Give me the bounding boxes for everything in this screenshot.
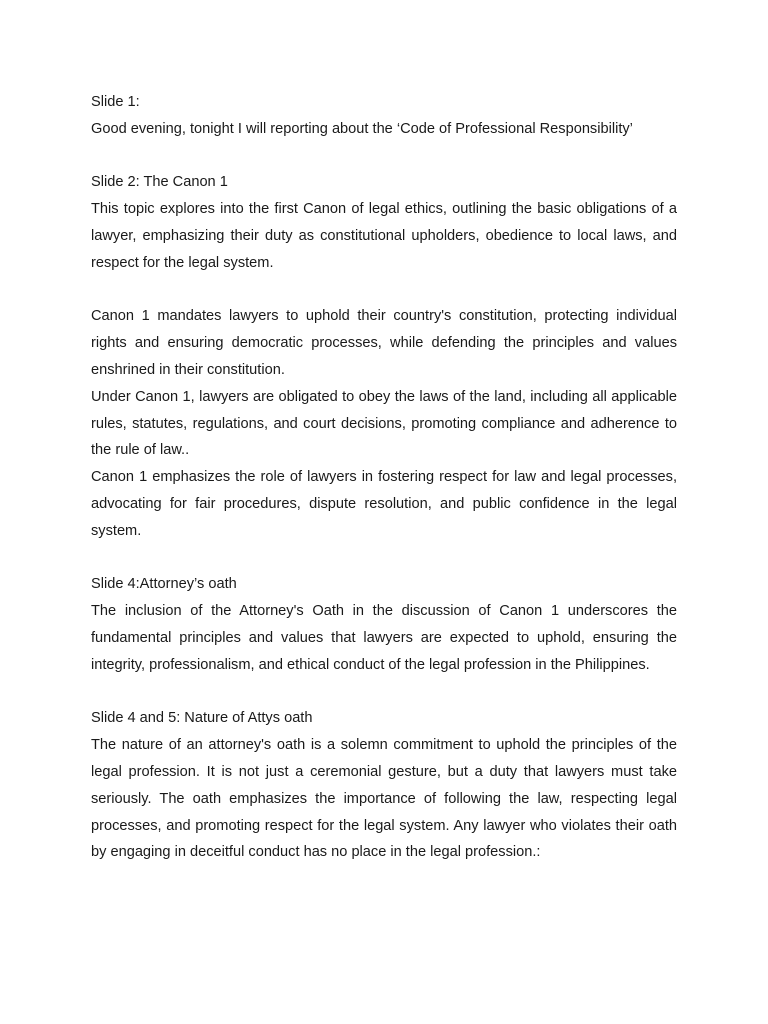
canon-paragraph-1: Canon 1 mandates lawyers to uphold their country's constitution, protecting individual rights and ensuring democratic processes, while defending the principles and values enshrined in their constitution.: [91, 308, 677, 378]
paragraph-gap: [91, 545, 677, 572]
slide45-heading: Slide 4 and 5: Nature of Attys oath: [91, 710, 313, 727]
document-body: [91, 89, 677, 866]
slide2-text: This topic explores into the first Canon of legal ethics, outlining the basic obligations of a lawyer, emphasizing their duty as constitutional upholders, obedience to local laws, and respect for the legal system.: [91, 201, 677, 271]
slide4-text: The inclusion of the Attorney's Oath in the discussion of Canon 1 underscores the fundamental principles and values that lawyers are expected to uphold, ensuring the integrity, professionalism, and ethical conduct of the legal profession in the Philippines.: [91, 603, 677, 673]
canon-paragraph-3: Canon 1 emphasizes the role of lawyers in fostering respect for law and legal processes, advocating for fair procedures, dispute resolution, and public confidence in the legal system.: [91, 469, 677, 539]
slide1-text: Good evening, tonight I will reporting about the ‘Code of Professional Responsibility’: [91, 120, 633, 137]
slide4-heading: Slide 4:Attorney’s oath: [91, 576, 237, 593]
paragraph-gap: [91, 679, 677, 706]
slide45-text: The nature of an attorney's oath is a solemn commitment to uphold the principles of the legal profession. It is not just a ceremonial gesture, but a duty that lawyers must take seriously. The oath emphasizes the importance of following the law, respecting legal processes, and promoting respect for the legal system. Any lawyer who violates their oath by engaging in deceitful conduct has no place in the legal profession.:: [91, 737, 677, 861]
slide1-heading: Slide 1:: [91, 94, 140, 110]
paragraph-gap: [91, 143, 677, 170]
slide2-heading: Slide 2: The Canon 1: [91, 174, 228, 191]
paragraph-gap: [91, 277, 677, 304]
canon-paragraph-2: Under Canon 1, lawyers are obligated to obey the laws of the land, including all applicable rules, statutes, regulations, and court decisions, promoting compliance and adherence to the rule of law..: [91, 388, 677, 459]
